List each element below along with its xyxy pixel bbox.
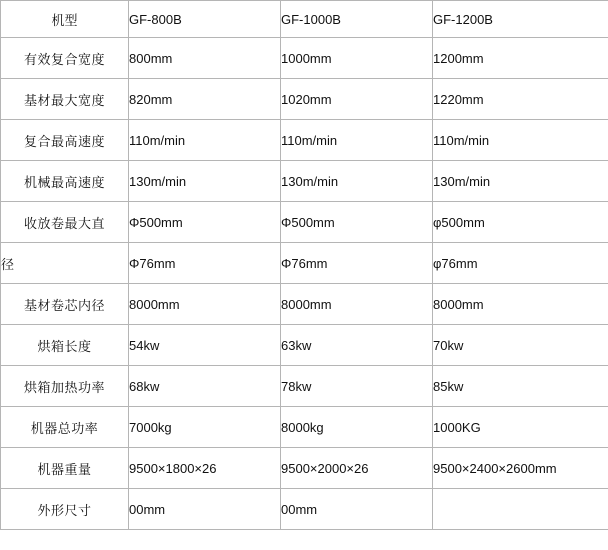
table-row <box>1 120 608 161</box>
row-value-gf800b: 8000mm <box>129 284 281 325</box>
table-row <box>1 448 608 489</box>
row-label: 外形尺寸 <box>1 489 129 530</box>
row-value-gf800b: 130m/min <box>129 161 281 202</box>
row-value-gf1000b: 8000kg <box>281 407 433 448</box>
row-value-gf1000b: 110m/min <box>281 120 433 161</box>
row-label: 机械最高速度 <box>1 161 129 202</box>
table-row <box>1 407 608 448</box>
row-value-gf800b: 00mm <box>129 489 281 530</box>
row-value-gf1200b: φ500mm <box>433 202 608 243</box>
table-row <box>1 243 608 284</box>
row-value-gf1200b: 1000KG <box>433 407 608 448</box>
row-value-gf800b: Φ500mm <box>129 202 281 243</box>
table-row <box>1 202 608 243</box>
row-value-gf1000b: 63kw <box>281 325 433 366</box>
row-label: 机器总功率 <box>1 407 129 448</box>
column-header-gf1000b: GF-1000B <box>281 1 433 38</box>
row-value-gf1200b: 1220mm <box>433 79 608 120</box>
row-value-gf1200b: 9500×2400×2600mm <box>433 448 608 489</box>
row-label: 基材最大宽度 <box>1 79 129 120</box>
row-value-gf1000b: Φ500mm <box>281 202 433 243</box>
row-value-gf800b: Φ76mm <box>129 243 281 284</box>
table-row <box>1 79 608 120</box>
row-value-gf1000b: 00mm <box>281 489 433 530</box>
column-header-gf1200b: GF-1200B <box>433 1 608 38</box>
row-value-gf1200b: 85kw <box>433 366 608 407</box>
column-header-gf800b: GF-800B <box>129 1 281 38</box>
row-value-gf1000b: Φ76mm <box>281 243 433 284</box>
row-value-gf1200b: 8000mm <box>433 284 608 325</box>
row-value-gf800b: 110m/min <box>129 120 281 161</box>
row-value-gf800b: 820mm <box>129 79 281 120</box>
row-value-gf1000b: 78kw <box>281 366 433 407</box>
table-row <box>1 325 608 366</box>
row-label: 有效复合宽度 <box>1 38 129 79</box>
row-value-gf800b: 54kw <box>129 325 281 366</box>
table-row <box>1 38 608 79</box>
row-value-gf1000b: 1020mm <box>281 79 433 120</box>
row-value-gf1200b: 70kw <box>433 325 608 366</box>
table-row <box>1 284 608 325</box>
row-value-gf800b: 7000kg <box>129 407 281 448</box>
row-value-gf800b: 9500×1800×26 <box>129 448 281 489</box>
row-value-gf1000b: 9500×2000×26 <box>281 448 433 489</box>
row-label: 烘箱长度 <box>1 325 129 366</box>
row-label: 收放卷最大直 <box>1 202 129 243</box>
row-value-gf1200b: 110m/min <box>433 120 608 161</box>
row-label: 径 <box>1 243 129 284</box>
table-row <box>1 366 608 407</box>
row-value-gf1200b: 1200mm <box>433 38 608 79</box>
row-value-gf1000b: 130m/min <box>281 161 433 202</box>
row-value-gf800b: 68kw <box>129 366 281 407</box>
table-header-row <box>1 1 608 38</box>
row-label: 复合最高速度 <box>1 120 129 161</box>
row-label: 机器重量 <box>1 448 129 489</box>
row-label: 基材卷芯内径 <box>1 284 129 325</box>
row-value-gf1200b: φ76mm <box>433 243 608 284</box>
table-row <box>1 161 608 202</box>
row-value-gf1200b <box>433 489 608 530</box>
row-value-gf1000b: 1000mm <box>281 38 433 79</box>
column-header-model: 机型 <box>1 1 129 38</box>
row-value-gf800b: 800mm <box>129 38 281 79</box>
table-row <box>1 489 608 530</box>
row-label: 烘箱加热功率 <box>1 366 129 407</box>
row-value-gf1000b: 8000mm <box>281 284 433 325</box>
row-value-gf1200b: 130m/min <box>433 161 608 202</box>
